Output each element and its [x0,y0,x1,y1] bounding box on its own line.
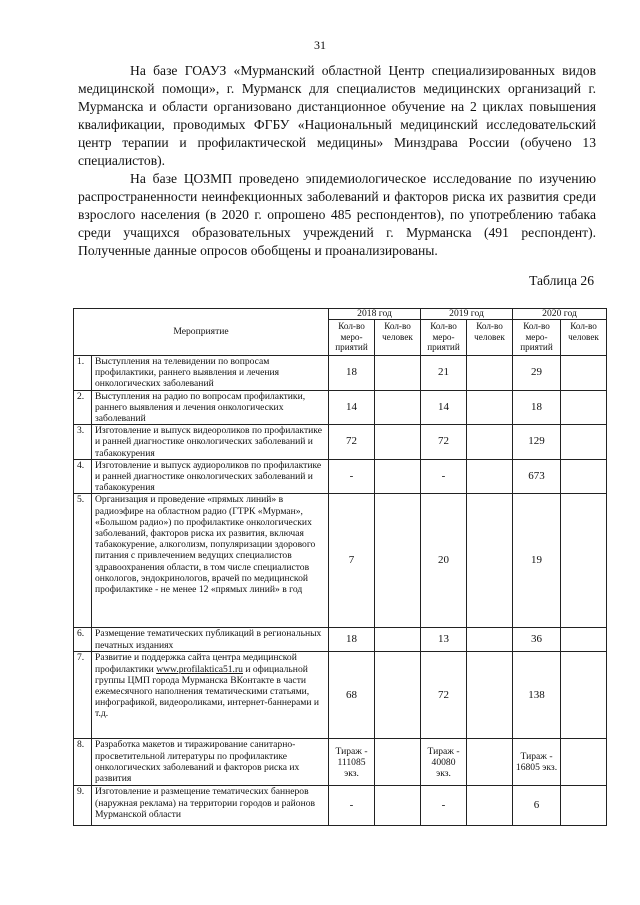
cell-2020-people [561,425,607,460]
cell-2018-people [375,494,421,628]
table-row [74,652,607,739]
header-events-count: Кол-во меро-приятий [329,320,375,356]
row-number: 8. [74,739,92,786]
cell-2020-people [561,739,607,786]
cell-2019-events: 72 [421,652,467,739]
cell-2019-people [467,494,513,628]
body-text [78,62,596,260]
row-description: Изготовление и размещение тематических баннеров (наружная реклама) на территории городов и районов Мурманской области [92,786,329,826]
cell-2020-events: 6 [513,786,561,826]
row-number: 9. [74,786,92,826]
cell-2019-people [467,652,513,739]
row-description-end: и официальной группы ЦМП города Мурманска ВКонтакте в части ежемесячного наполнения тематическими статьями, инфографикой, видеороликами, интернет-баннерами и т.д. [95,663,320,720]
paragraph-2: На базе ЦОЗМП проведено эпидемиологическое исследование по изучению распространенности неинфекционных заболеваний и факторов риска их развития среди взрослого населения (в 2020 г. опрошено 485 респондентов), по употреблению табака среди учащихся образовательных учреждений г. Мурманска (491 респондент). Полученные данные опросов обобщены и проанализированы. [78,171,596,258]
page-number: 31 [314,38,326,52]
table-row [74,459,607,494]
cell-2018-events: - [329,459,375,494]
cell-2020-events: 19 [513,494,561,628]
events-table [73,308,607,826]
header-year-2019: 2019 год [421,309,513,320]
cell-2019-people [467,425,513,460]
table-row [74,628,607,652]
site-link[interactable]: www.profilaktica51.ru [156,663,243,675]
row-description: Организация и проведение «прямых линий» в радиоэфире на областном радио (ГТРК «Мурман», «Большом радио») по профилактике онкологических заболеваний, факторов риска их развития, включая табакокурение, алкоголизм, популяризации здорового питания с привлечением ведущих специалистов здравоохранения области, в том числе специалистов онкологов, эндокринологов, врачей по медицинской профилактике - не менее 12 «прямых линий» в год [92,494,329,628]
cell-2018-people [375,356,421,391]
row-number: 1. [74,356,92,391]
table-caption: Таблица 26 [529,273,594,288]
row-number: 7. [74,652,92,739]
header-event: Мероприятие [74,309,329,356]
cell-2020-events: 129 [513,425,561,460]
cell-2019-events: 14 [421,390,467,425]
row-number: 2. [74,390,92,425]
table-row [74,425,607,460]
cell-2019-events: - [421,786,467,826]
table-row [74,390,607,425]
cell-2020-events: 36 [513,628,561,652]
cell-2018-events: 14 [329,390,375,425]
cell-2019-events: 20 [421,494,467,628]
header-events-count: Кол-во меро-приятий [421,320,467,356]
header-year-2018: 2018 год [329,309,421,320]
cell-2018-people [375,425,421,460]
header-year-2020: 2020 год [513,309,607,320]
cell-2018-events: 72 [329,425,375,460]
cell-2018-people [375,459,421,494]
cell-2019-people [467,628,513,652]
row-description: Разработка макетов и тиражирование санитарно-просветительной литературы по профилактике онкологических заболеваний и факторов риска их развития [92,739,329,786]
cell-2018-events: 18 [329,628,375,652]
cell-2019-people [467,739,513,786]
cell-2018-people [375,786,421,826]
paragraph-1: На базе ГОАУЗ «Мурманский областной Центр специализированных видов медицинской помощи», г. Мурманск для специалистов медицинских организаций г. Мурманска и области организовано дистанционное обучение на 2 циклах повышения квалификации, проводимых ФГБУ «Национальный медицинский исследовательский центр терапии и профилактической медицины» Минздрава России (обучено 13 специалистов). [78,63,596,168]
cell-2020-people [561,356,607,391]
row-number: 3. [74,425,92,460]
cell-2020-events: 673 [513,459,561,494]
row-number: 4. [74,459,92,494]
row-description: Выступления на радио по вопросам профилактики, раннего выявления и лечения онкологических заболеваний [92,390,329,425]
cell-2019-people [467,390,513,425]
cell-2018-events: - [329,786,375,826]
cell-2018-people [375,739,421,786]
cell-2019-events: 72 [421,425,467,460]
row-description-start: Развитие и поддержка сайта центра медицинской профилактики [95,652,297,675]
cell-2019-events: - [421,459,467,494]
table-row [74,494,607,628]
cell-2020-events: 138 [513,652,561,739]
cell-2019-people [467,356,513,391]
header-events-count: Кол-во меро-приятий [513,320,561,356]
header-people-count: Кол-во человек [561,320,607,356]
row-description: Изготовление и выпуск аудиороликов по профилактике и ранней диагностике онкологических заболеваний и табакокурения [92,459,329,494]
table-row [74,739,607,786]
table-row [74,356,607,391]
cell-2018-events: 18 [329,356,375,391]
cell-2020-events: Тираж - 16805 экз. [513,739,561,786]
header-people-count: Кол-во человек [467,320,513,356]
cell-2020-people [561,628,607,652]
row-number: 5. [74,494,92,628]
header-people-count: Кол-во человек [375,320,421,356]
table-header [74,309,607,356]
row-number: 6. [74,628,92,652]
cell-2018-events: 7 [329,494,375,628]
cell-2019-people [467,459,513,494]
cell-2020-people [561,652,607,739]
cell-2018-people [375,652,421,739]
cell-2019-events: Тираж - 40080 экз. [421,739,467,786]
cell-2020-events: 29 [513,356,561,391]
cell-2019-events: 13 [421,628,467,652]
cell-2019-people [467,786,513,826]
cell-2020-people [561,390,607,425]
row-description: Выступления на телевидении по вопросам профилактики, раннего выявления и лечения онкологических заболеваний [92,356,329,391]
row-description [92,652,329,739]
row-description: Размещение тематических публикаций в региональных печатных изданиях [92,628,329,652]
row-description: Изготовление и выпуск видеороликов по профилактике и ранней диагностике онкологических заболеваний и табакокурения [92,425,329,460]
table-row [74,786,607,826]
cell-2018-people [375,390,421,425]
cell-2020-events: 18 [513,390,561,425]
cell-2020-people [561,786,607,826]
cell-2020-people [561,494,607,628]
cell-2018-events: 68 [329,652,375,739]
cell-2018-people [375,628,421,652]
cell-2019-events: 21 [421,356,467,391]
cell-2020-people [561,459,607,494]
cell-2018-events: Тираж - 111085 экз. [329,739,375,786]
